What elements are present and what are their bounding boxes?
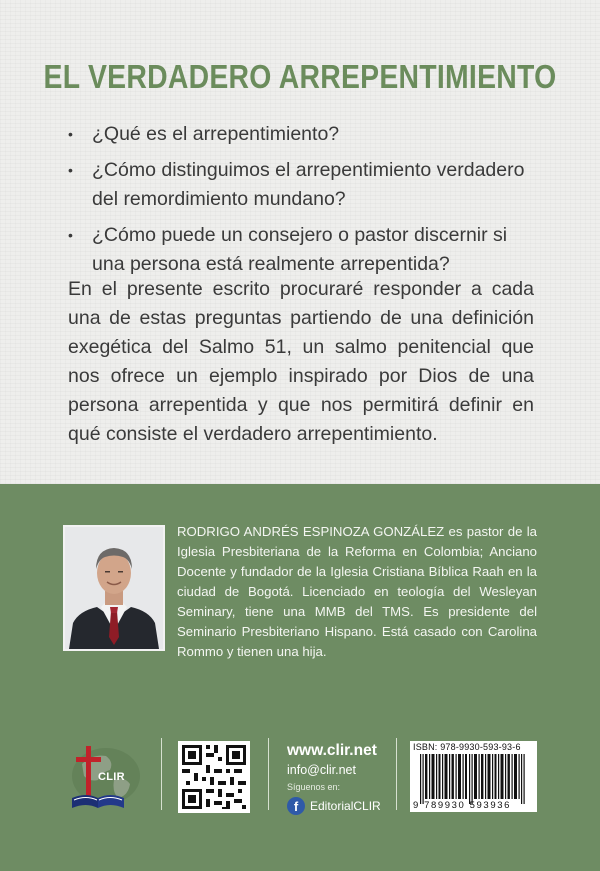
- list-item: • ¿Cómo puede un consejero o pastor discernir si una persona está realmente arrepentida?: [68, 221, 538, 279]
- divider: [268, 738, 269, 810]
- bullet-icon: •: [68, 227, 73, 243]
- website-link[interactable]: www.clir.net: [287, 742, 377, 759]
- bullet-icon: •: [68, 126, 73, 142]
- qr-code-icon: [178, 741, 250, 813]
- author-bio: RODRIGO ANDRÉS ESPINOZA GONZÁLEZ es pastor de la Iglesia Presbiteriana de la Reforma en Colombia; Anciano Docente y fundador de la Iglesia Cristiana Bíblica Raah en la ciudad de Bogotá. Licenciado en teología del Wesleyan Seminary, tiene una MMB del TMS. Es presidente del Seminario Presbiteriano Hispano. Está casado con Carolina Rommo y tienen una hija.: [177, 524, 537, 659]
- publisher-logo: [62, 742, 148, 812]
- description-paragraph: En el presente escrito procuraré responder a cada una de estas preguntas partiendo de una definición exegética del Salmo 51, un salmo penitencial que nos ofrece un ejemplo inspirado por Dios de una persona arrepentida y que nos permitirá definir en qué consiste el verdadero arrepentimiento.: [68, 278, 534, 445]
- list-item: • ¿Cómo distinguimos el arrepentimiento verdadero del remordimiento mundano?: [68, 156, 538, 214]
- list-item: • ¿Qué es el arrepentimiento?: [68, 120, 538, 149]
- publisher-logo-text: CLIR: [98, 771, 125, 783]
- isbn-barcode: [410, 741, 537, 812]
- question-list: [68, 120, 538, 286]
- contact-block: [287, 742, 381, 815]
- bullet-icon: •: [68, 162, 73, 178]
- facebook-icon: f: [287, 797, 305, 815]
- follow-label: Síguenos en:: [287, 782, 341, 792]
- isbn-label: ISBN: 978-9930-593-93-6: [413, 742, 521, 752]
- author-photo: [63, 525, 165, 651]
- facebook-link[interactable]: [287, 797, 381, 815]
- book-title: EL VERDADERO ARREPENTIMIENTO: [43, 58, 557, 95]
- qr-code[interactable]: [178, 741, 250, 813]
- ean-digits: 9 789930 593936: [413, 800, 511, 811]
- email-link[interactable]: info@clir.net: [287, 763, 356, 777]
- divider: [396, 738, 397, 810]
- portrait-illustration: [65, 527, 163, 649]
- social-handle: EditorialCLIR: [310, 799, 381, 813]
- divider: [161, 738, 162, 810]
